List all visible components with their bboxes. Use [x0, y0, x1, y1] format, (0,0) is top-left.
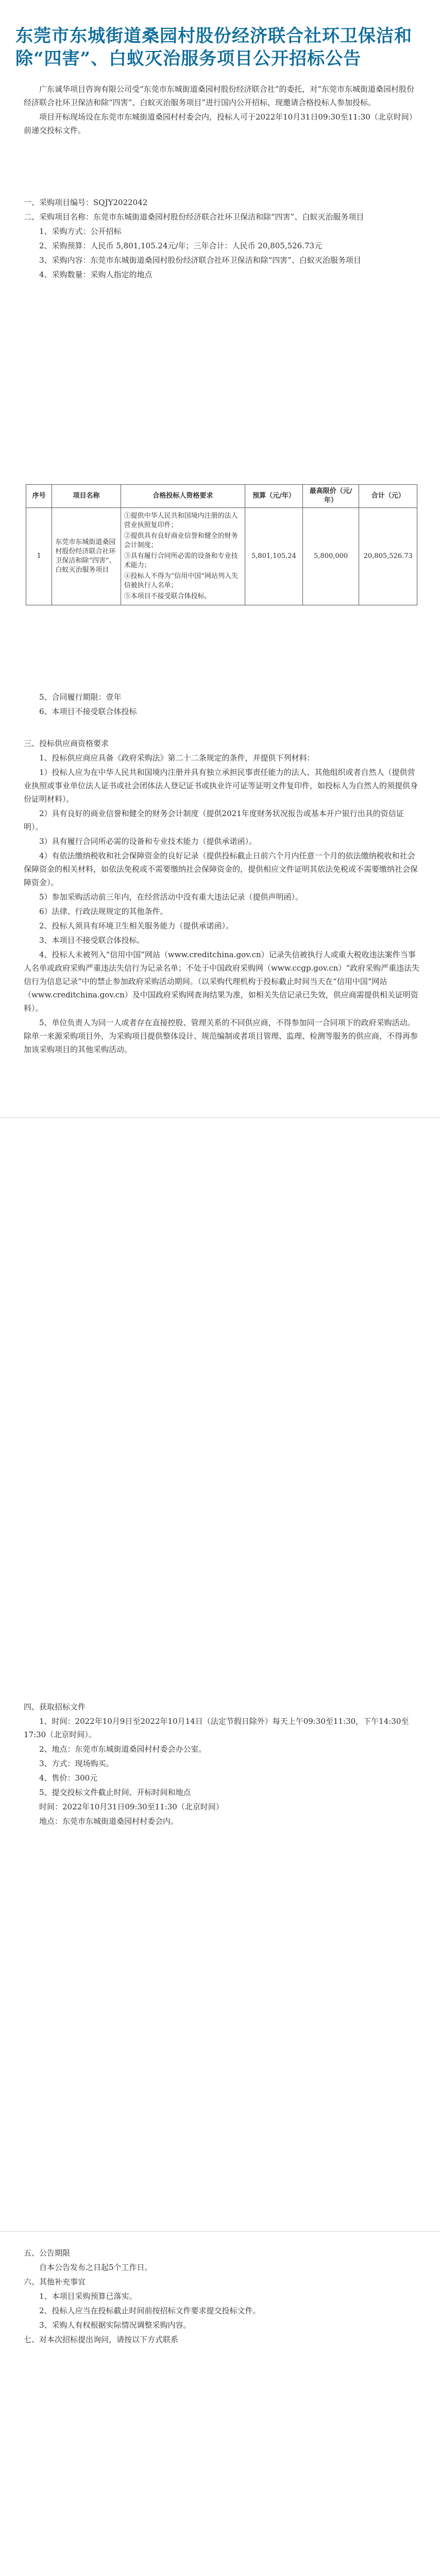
intro-paragraph-1: 广东诚华项目咨询有限公司受“东莞市东城街道桑园村股份经济联合社”的委托，对“东莞市东城街道桑园村股份经济联合社环卫保洁和除“四害”、白蚁灭治服务项目”进行国内公开招标，现邀请合格投标人参加投标。 [24, 84, 415, 107]
obtain-paragraph: 2、地点：东莞市东城街道桑园村村委会办公室。 [39, 1744, 207, 1754]
notice-paragraph: 1、本项目采购预算已落实。 [39, 2292, 137, 2301]
section-project-info [24, 196, 420, 282]
page-divider [0, 2231, 440, 2232]
qualifications-heading: 三、投标供应商资格要求 [24, 739, 109, 748]
section-notice-period [24, 2246, 420, 2347]
obtain-paragraph: 3、方式：现场购买。 [39, 1759, 114, 1768]
qual-paragraph: 2）具有良好的商业信誉和健全的财务会计制度（提供2021年度财务状况报告或基本开户银行出具的资信证明）。 [24, 809, 404, 832]
notice-paragraph: 2、投标人应当在投标截止时间前按招标文件要求提交投标文件。 [39, 2306, 261, 2315]
qual-paragraph: 3）具有履行合同所必需的设备和专业技术能力（提供承诺函）。 [39, 837, 257, 846]
obtain-paragraph: 4、售价：300元 [39, 1773, 98, 1783]
obtain-paragraph: 5、提交投标文件截止时间、开标时间和地点 [39, 1788, 191, 1797]
intro-block [24, 82, 420, 138]
header-cell: 最高限价（元/年） [302, 485, 359, 508]
page-title: 东莞市东城街道桑园村股份经济联合社环卫保洁和除“四害”、白蚁灭治服务项目公开招标公告 [15, 26, 412, 69]
row-budget: 5,801,105.24 [245, 508, 303, 605]
section-tail [24, 690, 420, 719]
qual-paragraph: 2、投标人须具有环境卫生相关服务能力（提供承诺函）。 [39, 921, 234, 930]
requirement-item: ③具有履行合同所必需的设备和专业技术能力； [124, 552, 238, 569]
notice-heading: 五、公告期限 [24, 2248, 71, 2258]
qual-paragraph: 6）法律、行政法规规定的其他条件。 [39, 907, 168, 916]
qual-paragraph: 5、单位负责人为同一人或者存在直接控股、管理关系的不同供应商，不得参加同一合同项下的政府采购活动。除单一来源采购项目外，为采购项目提供整体设计、规范编制或者项目管理、监理、检测等服务的供应商，不得再参加该采购项目的其他采购活动。 [24, 1018, 418, 1054]
row-project-name: 东莞市东城街道桑园村股份经济联合社环卫保洁和除“四害”、白蚁灭治服务项目 [52, 508, 121, 605]
section-obtain-docs [24, 1700, 420, 1829]
obtain-heading: 四、获取招标文件 [24, 1702, 86, 1711]
obtain-paragraph: 地点：东莞市东城街道桑园村村委会内。 [39, 1817, 179, 1826]
qual-paragraph: 5）参加采购活动前三年内，在经营活动中没有重大违法记录（提供声明函）。 [39, 892, 303, 902]
requirement-item: ②提供具有良好商业信誉和健全的财务会计制度； [124, 532, 238, 549]
notice-paragraph: 3、采购人有权根据实际情况调整采购内容。 [39, 2320, 191, 2330]
qual-paragraph: 3、本项目不接受联合体投标。 [39, 936, 145, 945]
table-header-row [26, 485, 417, 508]
row-total: 20,805,526.73 [359, 508, 417, 605]
header-cell: 预算（元/年） [245, 485, 303, 508]
table-row [26, 508, 417, 605]
info-item-2: 2、采购预算：人民币 5,801,105.24元/年；三年合计：人民币 20,805,526.73元 [39, 241, 323, 250]
row-requirements [121, 508, 245, 605]
info-item-3: 3、采购内容：东莞市东城街道桑园村股份经济联合社环卫保洁和除“四害”、白蚁灭治服务项目 [39, 256, 361, 265]
project-name: 二、采购项目名称：东莞市东城街道桑园村股份经济联合社环卫保洁和除“四害”、白蚁灭治服务项目 [24, 212, 364, 222]
intro-paragraph-2: 项目开标现场设在东莞市东城街道桑园村村委会内，投标人可于2022年10月31日09:30至11:30（北京时间）前递交投标文件。 [24, 112, 417, 135]
requirements-table [26, 484, 417, 605]
requirement-item: ①提供中华人民共和国境内注册的法人营业执照复印件； [124, 512, 238, 529]
info-item-1: 1、采购方式：公开招标 [39, 227, 122, 236]
qual-paragraph: 4、投标人未被列入“信用中国”网站（www.creditchina.gov.cn）记录失信被执行人或重大税收违法案件当事人名单或政府采购严重违法失信行为记录名单；不处于中国政府采购网（www.ccgp.gov.cn）“政府采购严重违法失信行为信息记录”中的禁止参加政府采购活动期间。（以采购代理机构于投标截止时间当天在“信用中国”网站（www.creditchina.gov.cn）及中国政府采购网查询结果为准，如相关失信记录已失效，供应商需提供相关证明资料）。 [24, 950, 420, 1013]
requirement-item: ④投标人不得为“信用中国”网站列入失信被执行人名单； [124, 572, 238, 589]
project-number: 一、采购项目编号：SQJY2022042 [24, 198, 148, 207]
notice-paragraph: 自本公告发布之日起5个工作日。 [39, 2263, 153, 2272]
tail-item-2: 6、本项目不接受联合体投标 [39, 707, 137, 716]
obtain-paragraph: 时间：2022年10月31日09:30至11:30（北京时间） [39, 1802, 224, 1811]
header-cell: 项目名称 [52, 485, 121, 508]
header-cell: 合计（元） [359, 485, 417, 508]
header-cell: 序号 [26, 485, 52, 508]
obtain-paragraph: 1、时间：2022年10月9日至2022年10月14日（法定节假日除外）每天上午09:30至11:30，下午14:30至17:30（北京时间）。 [24, 1717, 409, 1739]
tail-item-1: 5、合同履行期限：壹年 [39, 692, 122, 702]
section-qualifications [24, 737, 420, 1057]
row-number: 1 [26, 508, 52, 605]
notice-paragraph: 六、其他补充事宜 [24, 2277, 86, 2286]
notice-paragraph: 七、对本次招标提出询问，请按以下方式联系 [24, 2335, 179, 2344]
header-cell: 合格投标人资格要求 [121, 485, 245, 508]
row-limit: 5,800,000 [302, 508, 359, 605]
info-item-4: 4、采购数量：采购人指定的地点 [39, 270, 153, 279]
qual-paragraph: 1）投标人应为在中华人民共和国境内注册并具有独立承担民事责任能力的法人、其他组织或者自然人（提供营业执照或事业单位法人证书或社会团体法人登记证书或执业许可证等证明文件复印件，如投标人为自然人的须提供身份证明材料）。 [24, 768, 418, 804]
page-divider [0, 1117, 440, 1118]
qual-paragraph: 4）有依法缴纳税收和社会保障资金的良好记录（提供投标截止日前六个月内任意一个月的依法缴纳税收和社会保障资金的相关材料，如依法免税或不需要缴纳社会保障资金的，提供相应文件证明其依法免税或不需要缴纳社会保障资金）。 [24, 851, 418, 887]
qual-paragraph: 1、投标供应商应具备《政府采购法》第二十二条规定的条件，并提供下列材料： [39, 753, 315, 762]
requirement-item: ⑤本项目不接受联合体投标。 [124, 592, 211, 600]
